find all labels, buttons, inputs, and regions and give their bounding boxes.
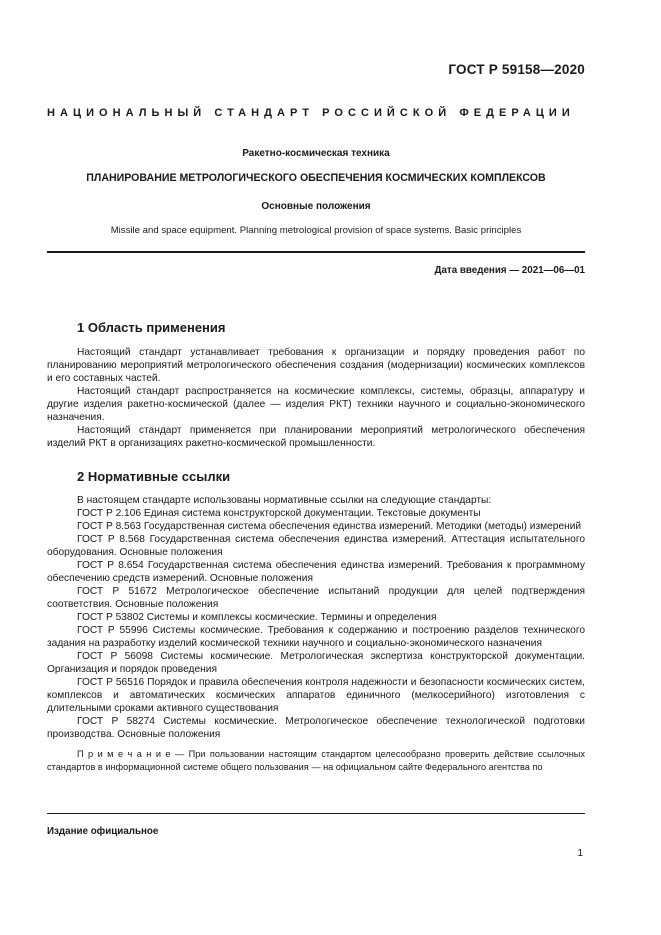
section-2-heading: 2 Нормативные ссылки [77,469,231,484]
document-subtitle: Основные положения [261,201,371,212]
document-code: ГОСТ Р 59158—2020 [448,62,585,77]
section-1-heading: 1 Область применения [77,320,226,335]
section-1-paragraph: Настоящий стандарт применяется при планировании мероприятий метрологического обеспечения изделий РКТ в организациях ракетно-космической промышленности. [47,425,585,449]
section-1-paragraph: Настоящий стандарт распространяется на космические комплексы, системы, образцы, аппаратуру и другие изделия ракетно-космической (далее — изделия РКТ) техники научного и социально-экономического назначения. [47,386,585,423]
subject-heading: Ракетно-космическая техника [242,148,390,159]
reference-item: ГОСТ Р 2.106 Единая система конструкторской документации. Текстовые документы [77,508,481,519]
reference-item: ГОСТ Р 58274 Системы космические. Метрологическое обеспечение технологической подготовки производства. Основные положения [47,716,585,740]
section-2-body [47,494,585,774]
section-1-paragraph: Настоящий стандарт устанавливает требования к организации и порядку проведения работ по планированию мероприятий метрологического обеспечения создания (модернизации) космических комплексов и его составных частей. [47,347,585,384]
reference-item: ГОСТ Р 8.568 Государственная система обеспечения единства измерений. Аттестация испытательного оборудования. Основные положения [47,534,585,558]
national-standard-banner: НАЦИОНАЛЬНЫЙ СТАНДАРТ РОССИЙСКОЙ ФЕДЕРАЦИИ [47,107,575,119]
reference-item: ГОСТ Р 53802 Системы и комплексы космические. Термины и определения [77,612,437,623]
reference-item: ГОСТ Р 8.563 Государственная система обеспечения единства измерений. Методики (методы) измерений [77,521,582,532]
reference-item: ГОСТ Р 56098 Системы космические. Метрологическая экспертиза конструкторской документации. Организация и порядок проведения [47,651,585,675]
note-label: П р и м е ч а н и е [77,749,171,759]
document-title: ПЛАНИРОВАНИЕ МЕТРОЛОГИЧЕСКОГО ОБЕСПЕЧЕНИЯ КОСМИЧЕСКИХ КОМПЛЕКСОВ [86,172,546,184]
page-number: 1 [577,848,583,859]
note-text: — При пользовании настоящим стандартом целесообразно проверить действие ссылочных стандартов в информационной системе общего пользования — на официальном сайте Федерального агентства по [47,749,585,772]
section-1-body [47,346,585,450]
footer-divider [47,813,585,814]
reference-item: ГОСТ Р 51672 Метрологическое обеспечение испытаний продукции для целей подтверждения соответствия. Основные положения [47,586,585,610]
reference-item: ГОСТ Р 8.654 Государственная система обеспечения единства измерений. Требования к программному обеспечению средств измерений. Основные положения [47,560,585,584]
english-title: Missile and space equipment. Planning metrological provision of space systems. Basic principles [110,225,522,236]
reference-item: ГОСТ Р 56516 Порядок и правила обеспечения контроля надежности и безопасности космических систем, комплексов и автоматических космических аппаратов единичного (мелкосерийного) изготовления с длительными сроками активного существования [47,677,585,714]
note-paragraph [47,748,585,774]
reference-item: ГОСТ Р 55996 Системы космические. Требования к содержанию и построению разделов технического задания на разработку изделий космической техники научного и социально-экономического назначения [47,625,585,649]
official-edition-label: Издание официальное [47,826,159,837]
section-2-intro: В настоящем стандарте использованы нормативные ссылки на следующие стандарты: [77,495,492,506]
title-divider [47,251,585,253]
introduction-date: Дата введения — 2021—06—01 [434,265,585,276]
